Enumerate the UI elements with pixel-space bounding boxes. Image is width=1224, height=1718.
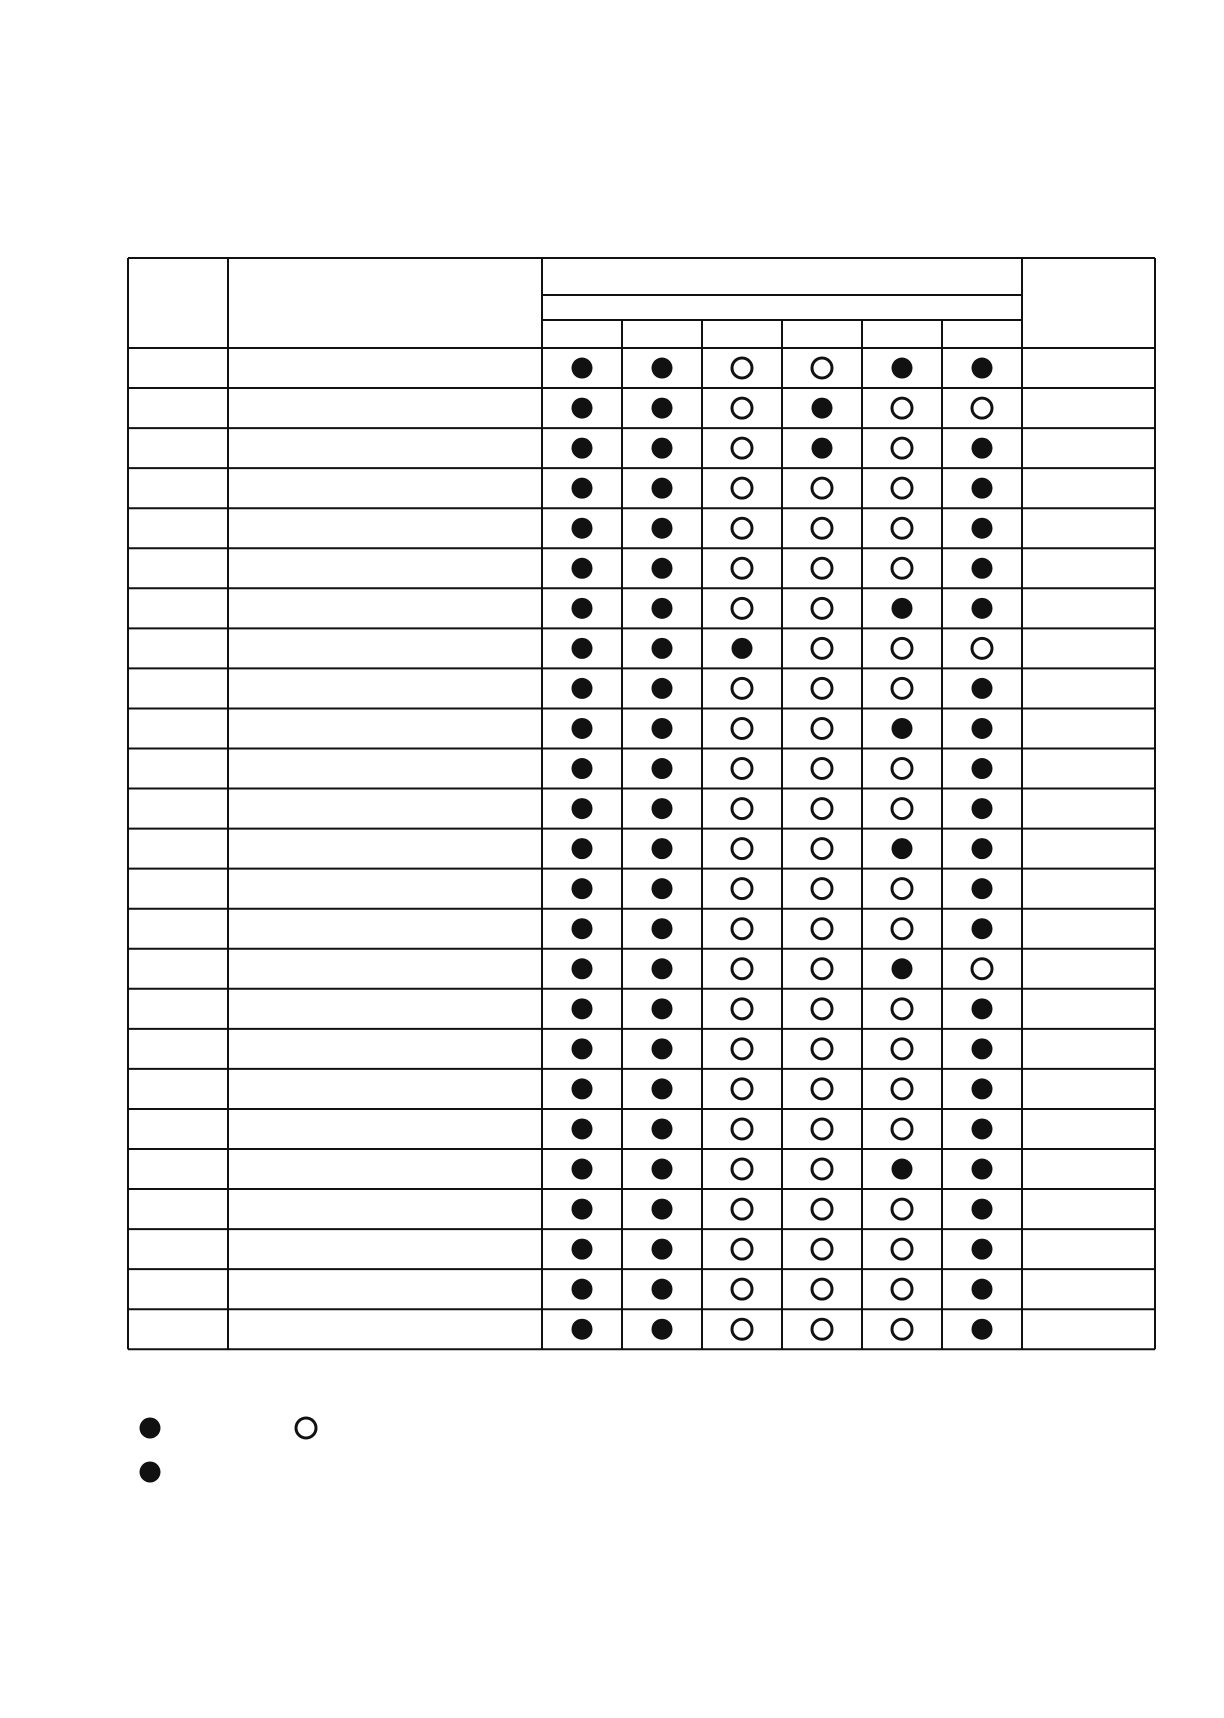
empty-circle-icon: [732, 558, 752, 578]
filled-circle-icon: [732, 638, 753, 659]
filled-circle-icon: [972, 358, 993, 379]
filled-circle-icon: [652, 958, 673, 979]
filled-circle-icon: [652, 398, 673, 419]
filled-circle-icon: [652, 1319, 673, 1340]
filled-circle-icon: [652, 998, 673, 1019]
filled-circle-icon: [652, 718, 673, 739]
empty-circle-icon: [892, 1039, 912, 1059]
empty-circle-icon: [892, 1319, 912, 1339]
empty-circle-icon: [732, 1279, 752, 1299]
filled-circle-icon: [572, 798, 593, 819]
empty-circle-icon: [812, 558, 832, 578]
empty-circle-icon: [812, 879, 832, 899]
filled-circle-icon: [572, 838, 593, 859]
empty-circle-icon: [892, 999, 912, 1019]
empty-circle-icon: [732, 1199, 752, 1219]
filled-circle-icon: [972, 1078, 993, 1099]
empty-circle-icon: [732, 1079, 752, 1099]
filled-circle-icon: [652, 1239, 673, 1260]
filled-circle-icon: [652, 678, 673, 699]
empty-circle-icon: [732, 438, 752, 458]
filled-circle-icon: [652, 518, 673, 539]
legend-filled-circle-icon: [140, 1462, 161, 1483]
empty-circle-icon: [892, 558, 912, 578]
filled-circle-icon: [652, 478, 673, 499]
empty-circle-icon: [812, 1279, 832, 1299]
empty-circle-icon: [732, 358, 752, 378]
filled-circle-icon: [972, 1279, 993, 1300]
empty-circle-icon: [812, 1079, 832, 1099]
filled-circle-icon: [572, 758, 593, 779]
filled-circle-icon: [652, 598, 673, 619]
empty-circle-icon: [732, 879, 752, 899]
empty-circle-icon: [892, 398, 912, 418]
empty-circle-icon: [732, 1119, 752, 1139]
empty-circle-icon: [732, 1239, 752, 1259]
filled-circle-icon: [972, 1159, 993, 1180]
filled-circle-icon: [972, 998, 993, 1019]
filled-circle-icon: [572, 438, 593, 459]
empty-circle-icon: [812, 358, 832, 378]
empty-circle-icon: [972, 638, 992, 658]
empty-circle-icon: [892, 678, 912, 698]
filled-circle-icon: [892, 1159, 913, 1180]
filled-circle-icon: [972, 1118, 993, 1139]
filled-circle-icon: [652, 1078, 673, 1099]
filled-circle-icon: [972, 838, 993, 859]
filled-circle-icon: [652, 358, 673, 379]
filled-circle-icon: [572, 1159, 593, 1180]
empty-circle-icon: [972, 398, 992, 418]
filled-circle-icon: [572, 1319, 593, 1340]
empty-circle-icon: [732, 518, 752, 538]
filled-circle-icon: [652, 1118, 673, 1139]
legend: [140, 1418, 317, 1483]
empty-circle-icon: [812, 718, 832, 738]
filled-circle-icon: [972, 518, 993, 539]
filled-circle-icon: [572, 1239, 593, 1260]
empty-circle-icon: [732, 678, 752, 698]
filled-circle-icon: [892, 598, 913, 619]
empty-circle-icon: [812, 478, 832, 498]
empty-circle-icon: [892, 438, 912, 458]
filled-circle-icon: [572, 1038, 593, 1059]
filled-circle-icon: [972, 558, 993, 579]
filled-circle-icon: [972, 798, 993, 819]
empty-circle-icon: [892, 1119, 912, 1139]
filled-circle-icon: [652, 798, 673, 819]
filled-circle-icon: [652, 1038, 673, 1059]
empty-circle-icon: [812, 799, 832, 819]
filled-circle-icon: [572, 998, 593, 1019]
empty-circle-icon: [812, 759, 832, 779]
filled-circle-icon: [652, 838, 673, 859]
filled-circle-icon: [652, 758, 673, 779]
empty-circle-icon: [892, 1239, 912, 1259]
empty-circle-icon: [812, 999, 832, 1019]
empty-circle-icon: [812, 518, 832, 538]
filled-circle-icon: [972, 1199, 993, 1220]
filled-circle-icon: [972, 1319, 993, 1340]
empty-circle-icon: [732, 478, 752, 498]
empty-circle-icon: [732, 1159, 752, 1179]
filled-circle-icon: [652, 1199, 673, 1220]
filled-circle-icon: [972, 1239, 993, 1260]
filled-circle-icon: [572, 1118, 593, 1139]
filled-circle-icon: [572, 358, 593, 379]
filled-circle-icon: [972, 1038, 993, 1059]
empty-circle-icon: [812, 1039, 832, 1059]
table-grid-lines: [128, 258, 1155, 1349]
empty-circle-icon: [892, 759, 912, 779]
filled-circle-icon: [652, 638, 673, 659]
empty-circle-icon: [812, 919, 832, 939]
filled-circle-icon: [572, 478, 593, 499]
empty-circle-icon: [732, 999, 752, 1019]
filled-circle-icon: [892, 958, 913, 979]
empty-circle-icon: [812, 839, 832, 859]
filled-circle-icon: [652, 918, 673, 939]
filled-circle-icon: [652, 438, 673, 459]
filled-circle-icon: [972, 918, 993, 939]
filled-circle-icon: [972, 678, 993, 699]
filled-circle-icon: [572, 1078, 593, 1099]
filled-circle-icon: [972, 598, 993, 619]
empty-circle-icon: [892, 638, 912, 658]
empty-circle-icon: [892, 1279, 912, 1299]
filled-circle-icon: [972, 718, 993, 739]
filled-circle-icon: [572, 718, 593, 739]
empty-circle-icon: [812, 1199, 832, 1219]
filled-circle-icon: [572, 918, 593, 939]
legend-empty-circle-icon: [296, 1418, 316, 1438]
filled-circle-icon: [572, 598, 593, 619]
empty-circle-icon: [812, 598, 832, 618]
empty-circle-icon: [892, 518, 912, 538]
empty-circle-icon: [812, 1119, 832, 1139]
empty-circle-icon: [732, 959, 752, 979]
empty-circle-icon: [812, 1319, 832, 1339]
filled-circle-icon: [652, 878, 673, 899]
filled-circle-icon: [572, 878, 593, 899]
empty-circle-icon: [812, 1239, 832, 1259]
filled-circle-icon: [972, 878, 993, 899]
filled-circle-icon: [572, 678, 593, 699]
empty-circle-icon: [732, 759, 752, 779]
filled-circle-icon: [572, 518, 593, 539]
empty-circle-icon: [732, 919, 752, 939]
empty-circle-icon: [972, 959, 992, 979]
filled-circle-icon: [972, 758, 993, 779]
filled-circle-icon: [572, 958, 593, 979]
empty-circle-icon: [892, 1199, 912, 1219]
filled-circle-icon: [972, 478, 993, 499]
filled-circle-icon: [812, 398, 833, 419]
empty-circle-icon: [732, 718, 752, 738]
empty-circle-icon: [892, 879, 912, 899]
empty-circle-icon: [732, 1039, 752, 1059]
legend-filled-circle-icon: [140, 1418, 161, 1439]
filled-circle-icon: [572, 1199, 593, 1220]
filled-circle-icon: [572, 558, 593, 579]
filled-circle-icon: [892, 358, 913, 379]
filled-circle-icon: [652, 1159, 673, 1180]
empty-circle-icon: [732, 839, 752, 859]
filled-circle-icon: [572, 638, 593, 659]
filled-circle-icon: [892, 838, 913, 859]
empty-circle-icon: [732, 1319, 752, 1339]
empty-circle-icon: [732, 799, 752, 819]
filled-circle-icon: [972, 438, 993, 459]
filled-circle-icon: [652, 1279, 673, 1300]
empty-circle-icon: [732, 598, 752, 618]
empty-circle-icon: [892, 919, 912, 939]
filled-circle-icon: [652, 558, 673, 579]
empty-circle-icon: [812, 638, 832, 658]
empty-circle-icon: [892, 478, 912, 498]
empty-circle-icon: [812, 1159, 832, 1179]
empty-circle-icon: [812, 959, 832, 979]
filled-circle-icon: [572, 398, 593, 419]
filled-circle-icon: [812, 438, 833, 459]
empty-circle-icon: [732, 398, 752, 418]
filled-circle-icon: [892, 718, 913, 739]
empty-circle-icon: [892, 799, 912, 819]
empty-circle-icon: [892, 1079, 912, 1099]
filled-circle-icon: [572, 1279, 593, 1300]
empty-circle-icon: [812, 678, 832, 698]
